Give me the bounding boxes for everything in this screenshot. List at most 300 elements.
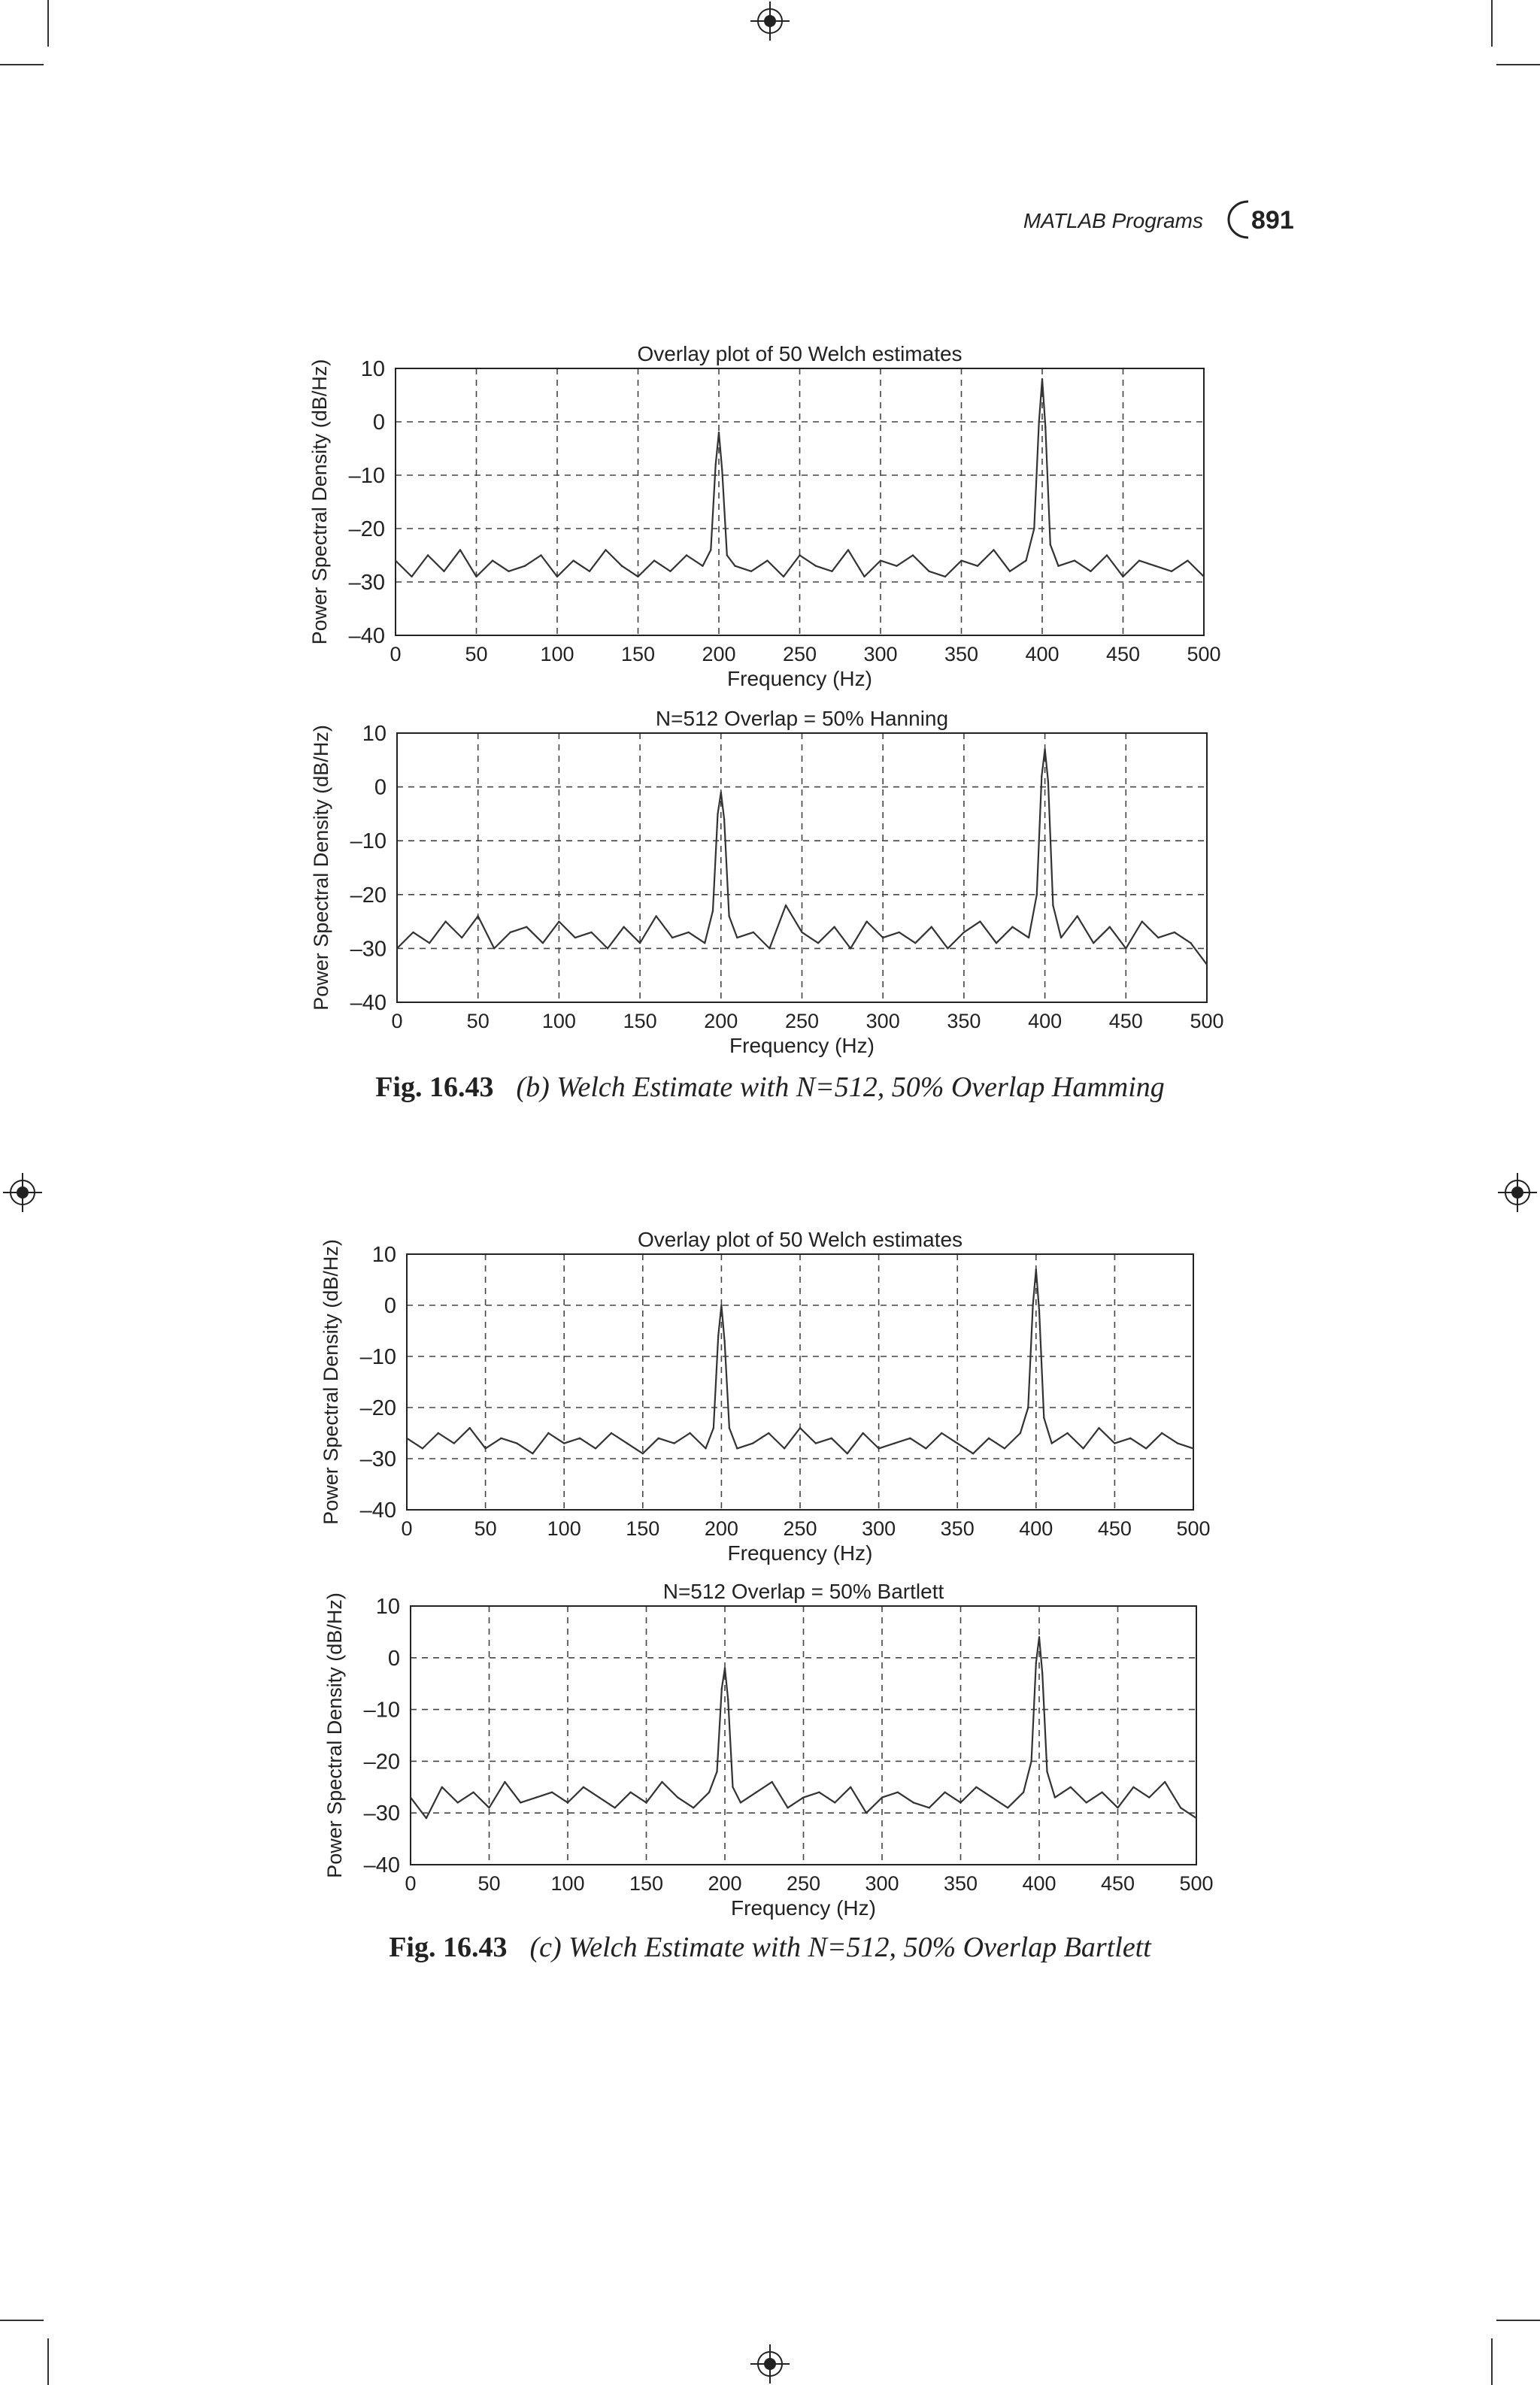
data-point	[1004, 1447, 1005, 1449]
x-tick-label: 450	[1108, 1010, 1143, 1032]
data-point	[847, 549, 849, 550]
x-tick-label: 100	[541, 1010, 576, 1032]
data-point	[713, 1427, 714, 1429]
data-point	[720, 792, 722, 793]
data-point	[863, 576, 865, 577]
x-tick-label: 400	[1028, 1010, 1063, 1032]
data-point	[897, 1791, 899, 1793]
chart-4	[323, 1580, 1214, 1920]
x-tick-label: 300	[863, 643, 898, 665]
data-point	[1206, 964, 1208, 965]
data-point	[1043, 1417, 1044, 1418]
data-point	[732, 1786, 733, 1788]
data-point	[453, 1442, 455, 1444]
y-tick-label: –10	[359, 1345, 396, 1369]
data-point	[406, 1438, 408, 1439]
data-point	[1132, 1786, 1134, 1788]
data-point	[492, 559, 493, 561]
x-tick-label: 150	[629, 1872, 664, 1895]
data-point	[716, 1771, 717, 1772]
y-axis-label: Power Spectral Density (dB/Hz)	[323, 1593, 346, 1878]
data-point	[1157, 937, 1159, 938]
data-point	[1023, 1791, 1024, 1793]
y-tick-label: –40	[350, 991, 387, 1015]
data-point	[689, 1432, 690, 1434]
data-point	[1025, 559, 1026, 561]
data-point	[750, 571, 752, 572]
data-point	[705, 1447, 706, 1449]
data-point	[1050, 544, 1051, 545]
data-point	[673, 1442, 675, 1444]
data-point	[1161, 1432, 1163, 1434]
data-point	[637, 576, 638, 577]
data-point	[1054, 1796, 1056, 1798]
data-point	[944, 1791, 945, 1793]
data-point	[726, 554, 728, 556]
data-point	[1129, 1438, 1131, 1439]
data-point	[899, 932, 900, 933]
data-point	[693, 1807, 694, 1808]
data-point	[395, 559, 396, 561]
data-point	[740, 1802, 741, 1803]
y-tick-label: 10	[375, 1595, 400, 1619]
data-point	[655, 915, 656, 917]
data-point	[567, 1802, 568, 1803]
x-tick-label: 0	[405, 1872, 417, 1895]
data-point	[1027, 1407, 1029, 1408]
data-point	[1020, 1432, 1021, 1434]
data-point	[1164, 1781, 1166, 1783]
y-tick-label: –20	[350, 883, 387, 908]
data-point	[677, 1796, 678, 1798]
data-point	[427, 554, 429, 556]
data-point	[880, 559, 881, 561]
data-point	[996, 942, 997, 944]
figure-number: Fig. 16.43	[375, 1071, 494, 1103]
data-point	[941, 1432, 942, 1434]
data-point	[787, 1807, 788, 1808]
x-tick-label: 50	[474, 1517, 497, 1540]
x-tick-label: 500	[1179, 1872, 1214, 1895]
y-tick-label: –20	[359, 1396, 396, 1420]
x-tick-label: 250	[783, 1517, 817, 1540]
data-point	[607, 947, 608, 949]
data-point	[717, 813, 718, 814]
data-point	[1141, 920, 1143, 922]
y-tick-label: 10	[371, 1243, 396, 1267]
data-point	[468, 1427, 470, 1429]
data-point	[441, 1786, 443, 1788]
data-point	[426, 1817, 427, 1819]
data-point	[599, 1796, 600, 1798]
data-point	[532, 1453, 533, 1454]
data-point	[477, 915, 479, 917]
data-point	[817, 942, 819, 944]
data-point	[783, 576, 784, 577]
data-point	[1145, 1447, 1147, 1449]
data-point	[913, 1802, 914, 1803]
x-axis-label: Frequency (Hz)	[727, 667, 872, 690]
y-tick-label: 0	[372, 411, 385, 435]
data-point	[520, 1802, 521, 1803]
registration-mark-icon	[1498, 1173, 1537, 1212]
data-point	[1038, 1636, 1040, 1638]
data-point	[429, 942, 430, 944]
data-point	[960, 559, 962, 561]
data-point	[893, 1442, 895, 1444]
data-point	[882, 937, 884, 938]
data-point	[928, 571, 929, 572]
x-tick-label: 400	[1025, 643, 1060, 665]
data-point	[1057, 565, 1059, 567]
y-tick-label: –40	[363, 1853, 400, 1877]
data-point	[583, 1786, 584, 1788]
data-point	[702, 565, 703, 567]
data-point	[1070, 1786, 1072, 1788]
data-point	[1041, 775, 1042, 777]
data-point	[590, 932, 592, 933]
y-axis-label: Power Spectral Density (dB/Hz)	[320, 1239, 342, 1525]
data-point	[1154, 565, 1156, 567]
x-tick-label: 200	[704, 1010, 738, 1032]
registration-mark-icon	[3, 1173, 42, 1212]
data-point	[1047, 780, 1049, 782]
data-point	[1041, 378, 1043, 380]
x-tick-label: 350	[944, 643, 979, 665]
data-point	[802, 1796, 804, 1798]
data-point	[396, 947, 398, 949]
data-point	[1114, 1442, 1115, 1444]
x-tick-label: 450	[1105, 643, 1141, 665]
data-point	[551, 1791, 553, 1793]
data-point	[1082, 1447, 1084, 1449]
data-point	[718, 432, 720, 433]
data-point	[1038, 421, 1040, 423]
x-tick-label: 100	[540, 643, 574, 665]
data-point	[542, 942, 544, 944]
page-bracket-icon	[1229, 202, 1248, 238]
figure-caption-text: (b) Welch Estimate with N=512, 50% Overlap Hamming	[516, 1071, 1165, 1103]
x-tick-label: 50	[477, 1872, 501, 1895]
data-point	[1098, 1427, 1099, 1429]
x-tick-label: 500	[1176, 1517, 1211, 1540]
data-point	[717, 1335, 719, 1337]
registration-mark-icon	[750, 2344, 790, 2383]
y-tick-label: 10	[362, 722, 387, 746]
x-tick-label: 150	[626, 1517, 660, 1540]
data-point	[847, 1453, 848, 1454]
data-point	[956, 1442, 958, 1444]
data-point	[710, 549, 711, 550]
data-point	[909, 1438, 911, 1439]
data-point	[1007, 1807, 1008, 1808]
data-point	[563, 1442, 565, 1444]
data-point	[1060, 937, 1062, 938]
x-tick-label: 350	[943, 1872, 978, 1895]
x-tick-label: 250	[786, 1872, 821, 1895]
data-point	[729, 1427, 730, 1429]
data-point	[753, 932, 754, 933]
data-point	[547, 1432, 549, 1434]
data-point	[1177, 1442, 1178, 1444]
data-point	[1036, 894, 1038, 896]
data-point	[595, 1447, 596, 1449]
x-tick-label: 0	[390, 643, 402, 665]
y-tick-label: –30	[363, 1802, 400, 1826]
data-point	[704, 942, 705, 944]
y-tick-label: –40	[348, 624, 385, 648]
data-point	[589, 571, 590, 572]
data-point	[444, 920, 446, 922]
data-point	[1041, 1672, 1043, 1674]
data-point	[574, 937, 576, 938]
data-point	[1086, 1802, 1087, 1803]
data-point	[975, 1786, 977, 1788]
x-tick-label: 0	[401, 1517, 413, 1540]
data-point	[653, 559, 655, 561]
data-point	[947, 947, 948, 949]
x-tick-label: 50	[465, 643, 488, 665]
data-point	[1193, 1447, 1194, 1449]
data-point	[925, 1447, 926, 1449]
figure-number: Fig. 16.43	[389, 1932, 508, 1963]
data-point	[422, 1447, 423, 1449]
data-point	[977, 565, 978, 567]
data-point	[686, 554, 687, 556]
data-point	[1030, 1760, 1032, 1762]
data-point	[931, 926, 932, 928]
chart-title: N=512 Overlap = 50% Bartlett	[662, 1580, 944, 1603]
page-number: 891	[1251, 206, 1294, 235]
data-point	[579, 1438, 581, 1439]
data-point	[671, 937, 673, 938]
y-tick-label: –20	[363, 1750, 400, 1774]
data-point	[756, 1791, 757, 1793]
data-point	[669, 571, 671, 572]
data-point	[712, 910, 714, 911]
data-point	[784, 1447, 785, 1449]
x-tick-label: 350	[940, 1517, 975, 1540]
data-point	[1117, 1807, 1118, 1808]
data-point	[459, 549, 461, 550]
data-point	[1074, 559, 1075, 561]
data-point	[626, 1442, 628, 1444]
y-axis-label: Power Spectral Density (dB/Hz)	[310, 725, 332, 1011]
data-point	[1109, 926, 1111, 928]
x-axis-label: Frequency (Hz)	[731, 1896, 876, 1920]
data-point	[734, 565, 735, 567]
data-point	[614, 1807, 616, 1808]
data-point	[688, 932, 690, 933]
data-point	[504, 1781, 505, 1783]
data-point	[1066, 1432, 1068, 1434]
data-point	[944, 576, 946, 577]
data-point	[642, 1453, 644, 1454]
data-point	[621, 565, 623, 567]
data-point	[818, 1791, 820, 1793]
data-point	[1028, 937, 1029, 938]
data-point	[639, 942, 641, 944]
data-point	[721, 469, 723, 471]
data-point	[728, 915, 729, 917]
data-point	[438, 1432, 439, 1434]
data-point	[1190, 942, 1191, 944]
data-point	[850, 1786, 851, 1788]
x-tick-label: 100	[547, 1517, 581, 1540]
y-tick-label: –30	[350, 937, 387, 962]
data-point	[411, 576, 412, 577]
chart-3	[320, 1228, 1211, 1565]
data-point	[720, 1305, 722, 1306]
x-tick-label: 450	[1097, 1517, 1132, 1540]
x-tick-label: 250	[784, 1010, 820, 1032]
x-axis-label: Frequency (Hz)	[729, 1034, 875, 1057]
data-point	[881, 1796, 883, 1798]
data-point	[1122, 576, 1123, 577]
data-point	[526, 926, 527, 928]
x-tick-label: 400	[1019, 1517, 1053, 1540]
data-point	[815, 565, 817, 567]
x-tick-label: 250	[782, 643, 817, 665]
data-point	[645, 1802, 647, 1803]
data-point	[736, 937, 738, 938]
data-point	[1076, 915, 1078, 917]
data-point	[914, 942, 916, 944]
data-point	[799, 554, 800, 556]
chart-title: Overlay plot of 50 Welch estimates	[637, 1228, 963, 1251]
data-point	[493, 947, 495, 949]
x-tick-label: 500	[1190, 1010, 1224, 1032]
data-point	[831, 571, 832, 572]
data-point	[558, 920, 559, 922]
data-point	[979, 920, 981, 922]
series-line	[396, 379, 1204, 577]
data-point	[1011, 926, 1013, 928]
y-tick-label: 0	[387, 1646, 400, 1671]
x-tick-label: 200	[704, 1517, 738, 1540]
y-axis-label: Power Spectral Density (dB/Hz)	[308, 359, 331, 645]
data-point	[516, 1442, 517, 1444]
data-point	[1051, 1442, 1053, 1444]
data-point	[1093, 942, 1094, 944]
data-point	[629, 1791, 631, 1793]
data-point	[623, 926, 624, 928]
data-point	[1046, 1771, 1047, 1772]
x-tick-label: 200	[708, 1872, 742, 1895]
data-point	[461, 937, 462, 938]
data-point	[1032, 1305, 1033, 1306]
x-tick-label: 100	[550, 1872, 585, 1895]
data-point	[412, 932, 414, 933]
y-tick-label: –30	[359, 1447, 396, 1471]
data-point	[850, 947, 851, 949]
data-point	[1125, 947, 1126, 949]
data-point	[993, 549, 994, 550]
data-point	[736, 1447, 738, 1449]
data-point	[605, 549, 606, 550]
data-point	[661, 1781, 662, 1783]
x-tick-label: 0	[391, 1010, 403, 1032]
x-tick-label: 300	[865, 1872, 899, 1895]
data-point	[572, 559, 574, 561]
y-tick-label: –10	[363, 1698, 400, 1723]
data-point	[929, 1807, 930, 1808]
data-point	[510, 932, 511, 933]
data-point	[1038, 1310, 1040, 1311]
data-point	[1171, 571, 1172, 572]
chart-2	[310, 707, 1224, 1057]
y-tick-label: 0	[383, 1294, 396, 1318]
data-point	[1044, 426, 1046, 428]
data-point	[752, 1442, 753, 1444]
data-point	[540, 554, 541, 556]
data-point	[1138, 559, 1140, 561]
data-point	[815, 1442, 817, 1444]
data-point	[1090, 571, 1091, 572]
figure-caption-text: (c) Welch Estimate with N=512, 50% Overlap Bartlett	[529, 1932, 1151, 1963]
data-point	[1187, 559, 1188, 561]
data-point	[715, 464, 717, 465]
data-point	[1196, 1817, 1197, 1819]
data-point	[896, 565, 897, 567]
registration-mark-icon	[750, 2, 790, 41]
data-point	[1052, 905, 1053, 906]
data-point	[410, 1796, 411, 1798]
data-point	[834, 1802, 835, 1803]
y-tick-label: –40	[359, 1499, 396, 1523]
data-point	[912, 554, 914, 556]
data-point	[475, 576, 477, 577]
data-point	[785, 905, 787, 906]
data-point	[1033, 528, 1035, 529]
data-point	[723, 818, 725, 820]
data-point	[862, 1432, 863, 1434]
data-point	[457, 1802, 459, 1803]
data-point	[865, 920, 867, 922]
data-point	[1203, 576, 1205, 577]
data-point	[1174, 932, 1175, 933]
data-point	[556, 576, 558, 577]
data-point	[878, 1447, 879, 1449]
data-point	[611, 1432, 612, 1434]
x-tick-label: 350	[947, 1010, 981, 1032]
x-tick-label: 50	[466, 1010, 490, 1032]
data-point	[1009, 571, 1011, 572]
x-tick-label: 300	[865, 1010, 900, 1032]
x-tick-label: 150	[620, 643, 656, 665]
chart-title: N=512 Overlap = 50% Hanning	[655, 707, 949, 730]
chart-title: Overlay plot of 50 Welch estimates	[637, 342, 962, 365]
data-point	[1035, 1268, 1037, 1270]
data-point	[1148, 1796, 1150, 1798]
data-point	[768, 1432, 769, 1434]
data-point	[972, 1453, 974, 1454]
data-point	[723, 1340, 725, 1341]
data-point	[1106, 554, 1108, 556]
data-point	[524, 565, 526, 567]
y-tick-label: –30	[348, 571, 385, 595]
running-title: MATLAB Programs	[1023, 209, 1203, 232]
data-point	[801, 932, 802, 933]
data-point	[500, 1438, 502, 1439]
y-tick-label: –20	[348, 517, 385, 541]
y-tick-label: –10	[348, 464, 385, 488]
charts-layer	[308, 342, 1224, 1920]
data-point	[1180, 1807, 1181, 1808]
data-point	[472, 1791, 474, 1793]
y-tick-label: 10	[360, 357, 385, 381]
data-point	[658, 1438, 659, 1439]
